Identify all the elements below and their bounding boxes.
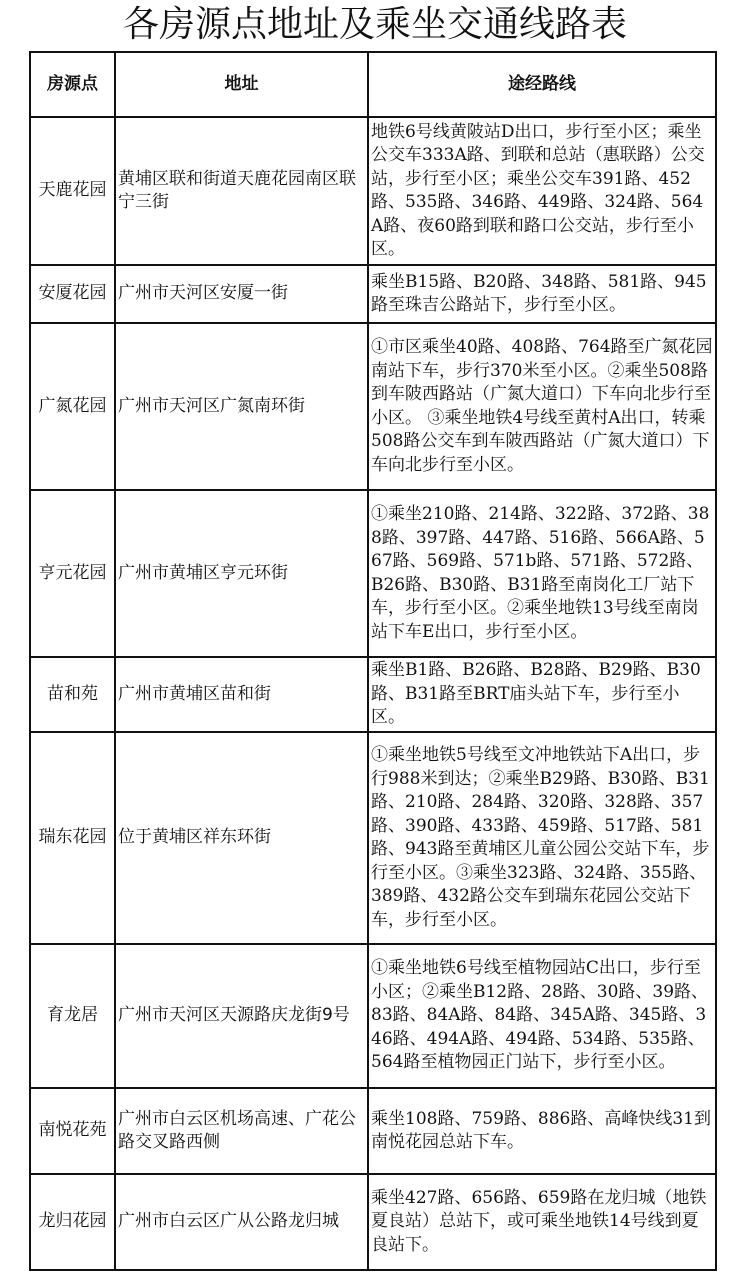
table-row <box>30 732 716 944</box>
row-name: 育龙居 <box>30 944 115 1088</box>
row-route: 乘坐B1路、B26路、B28路、B29路、B30路、B31路至BRT庙头站下车，步行至小区。 <box>368 657 716 732</box>
header-route: 途经路线 <box>368 52 716 117</box>
table-row <box>30 944 716 1088</box>
row-address: 广州市天河区天源路庆龙街9号 <box>115 944 368 1088</box>
row-route: 乘坐108路、759路、886路、高峰快线31到南悦花园总站下车。 <box>368 1088 716 1174</box>
row-address: 广州市白云区机场高速、广花公路交叉路西侧 <box>115 1088 368 1174</box>
row-address: 广州市天河区安厦一街 <box>115 265 368 323</box>
row-name: 亨元花园 <box>30 490 115 657</box>
table-row <box>30 657 716 732</box>
row-route: ①乘坐地铁6号线至植物园站C出口，步行至小区；②乘坐B12路、28路、30路、39路、83路、84A路、84路、345A路、345路、346路、494A路、494路、534路、535路、564路至植物园正门站下，步行至小区。 <box>368 944 716 1088</box>
row-name: 安厦花园 <box>30 265 115 323</box>
table-header-row <box>30 52 716 117</box>
table-row <box>30 265 716 323</box>
row-address: 广州市天河区广氮南环街 <box>115 323 368 490</box>
row-route: ①乘坐210路、214路、322路、372路、388路、397路、447路、516路、566A路、567路、569路、571b路、571路、572路、B26路、B30路、B31路至南岗化工厂站下车，步行至小区。②乘坐地铁13号线至南岗站下车E出口，步行至小区。 <box>368 490 716 657</box>
table-row <box>30 1088 716 1174</box>
row-route: 乘坐B15路、B20路、348路、581路、945路至珠吉公路站下，步行至小区。 <box>368 265 716 323</box>
table-row <box>30 490 716 657</box>
table-row <box>30 1174 716 1270</box>
row-address: 位于黄埔区祥东环街 <box>115 732 368 944</box>
row-name: 天鹿花园 <box>30 117 115 265</box>
row-name: 广氮花园 <box>30 323 115 490</box>
row-name: 苗和苑 <box>30 657 115 732</box>
row-route: 乘坐427路、656路、659路在龙归城（地铁夏良站）总站下，或可乘坐地铁14号线到夏良站下。 <box>368 1174 716 1270</box>
row-route: ①市区乘坐40路、408路、764路至广氮花园南站下车，步行370米至小区。②乘坐508路到车陂西路站（广氮大道口）下车向北步行至小区。 ③乘坐地铁4号线至黄村A出口，转乘508路公交车到车陂西路站（广氮大道口）下车向北步行至小区。 <box>368 323 716 490</box>
header-name: 房源点 <box>30 52 115 117</box>
row-route: ①乘坐地铁5号线至文冲地铁站下A出口，步行988米到达；②乘坐B29路、B30路、B31路、210路、284路、320路、328路、357路、390路、433路、459路、517路、581路、943路至黄埔区儿童公园公交站下车，步行至小区。③乘坐323路、324路、355路、389路、432路公交车到瑞东花园公交站下车，步行至小区。 <box>368 732 716 944</box>
housing-route-table <box>29 51 717 1271</box>
header-address: 地址 <box>115 52 368 117</box>
table-row <box>30 117 716 265</box>
table-row <box>30 323 716 490</box>
page-title: 各房源点地址及乘坐交通线路表 <box>122 4 627 45</box>
row-address: 广州市黄埔区苗和街 <box>115 657 368 732</box>
row-name: 瑞东花园 <box>30 732 115 944</box>
row-address: 黄埔区联和街道天鹿花园南区联宁三街 <box>115 117 368 265</box>
row-name: 龙归花园 <box>30 1174 115 1270</box>
row-name: 南悦花苑 <box>30 1088 115 1174</box>
row-route: 地铁6号线黄陂站D出口，步行至小区；乘坐公交车333A路、到联和总站（惠联路）公交站，步行至小区；乘坐公交车391路、452路、535路、346路、449路、324路、564A路、夜60路到联和路口公交站，步行至小区。 <box>368 117 716 265</box>
row-address: 广州市黄埔区亨元环街 <box>115 490 368 657</box>
row-address: 广州市白云区广从公路龙归城 <box>115 1174 368 1270</box>
